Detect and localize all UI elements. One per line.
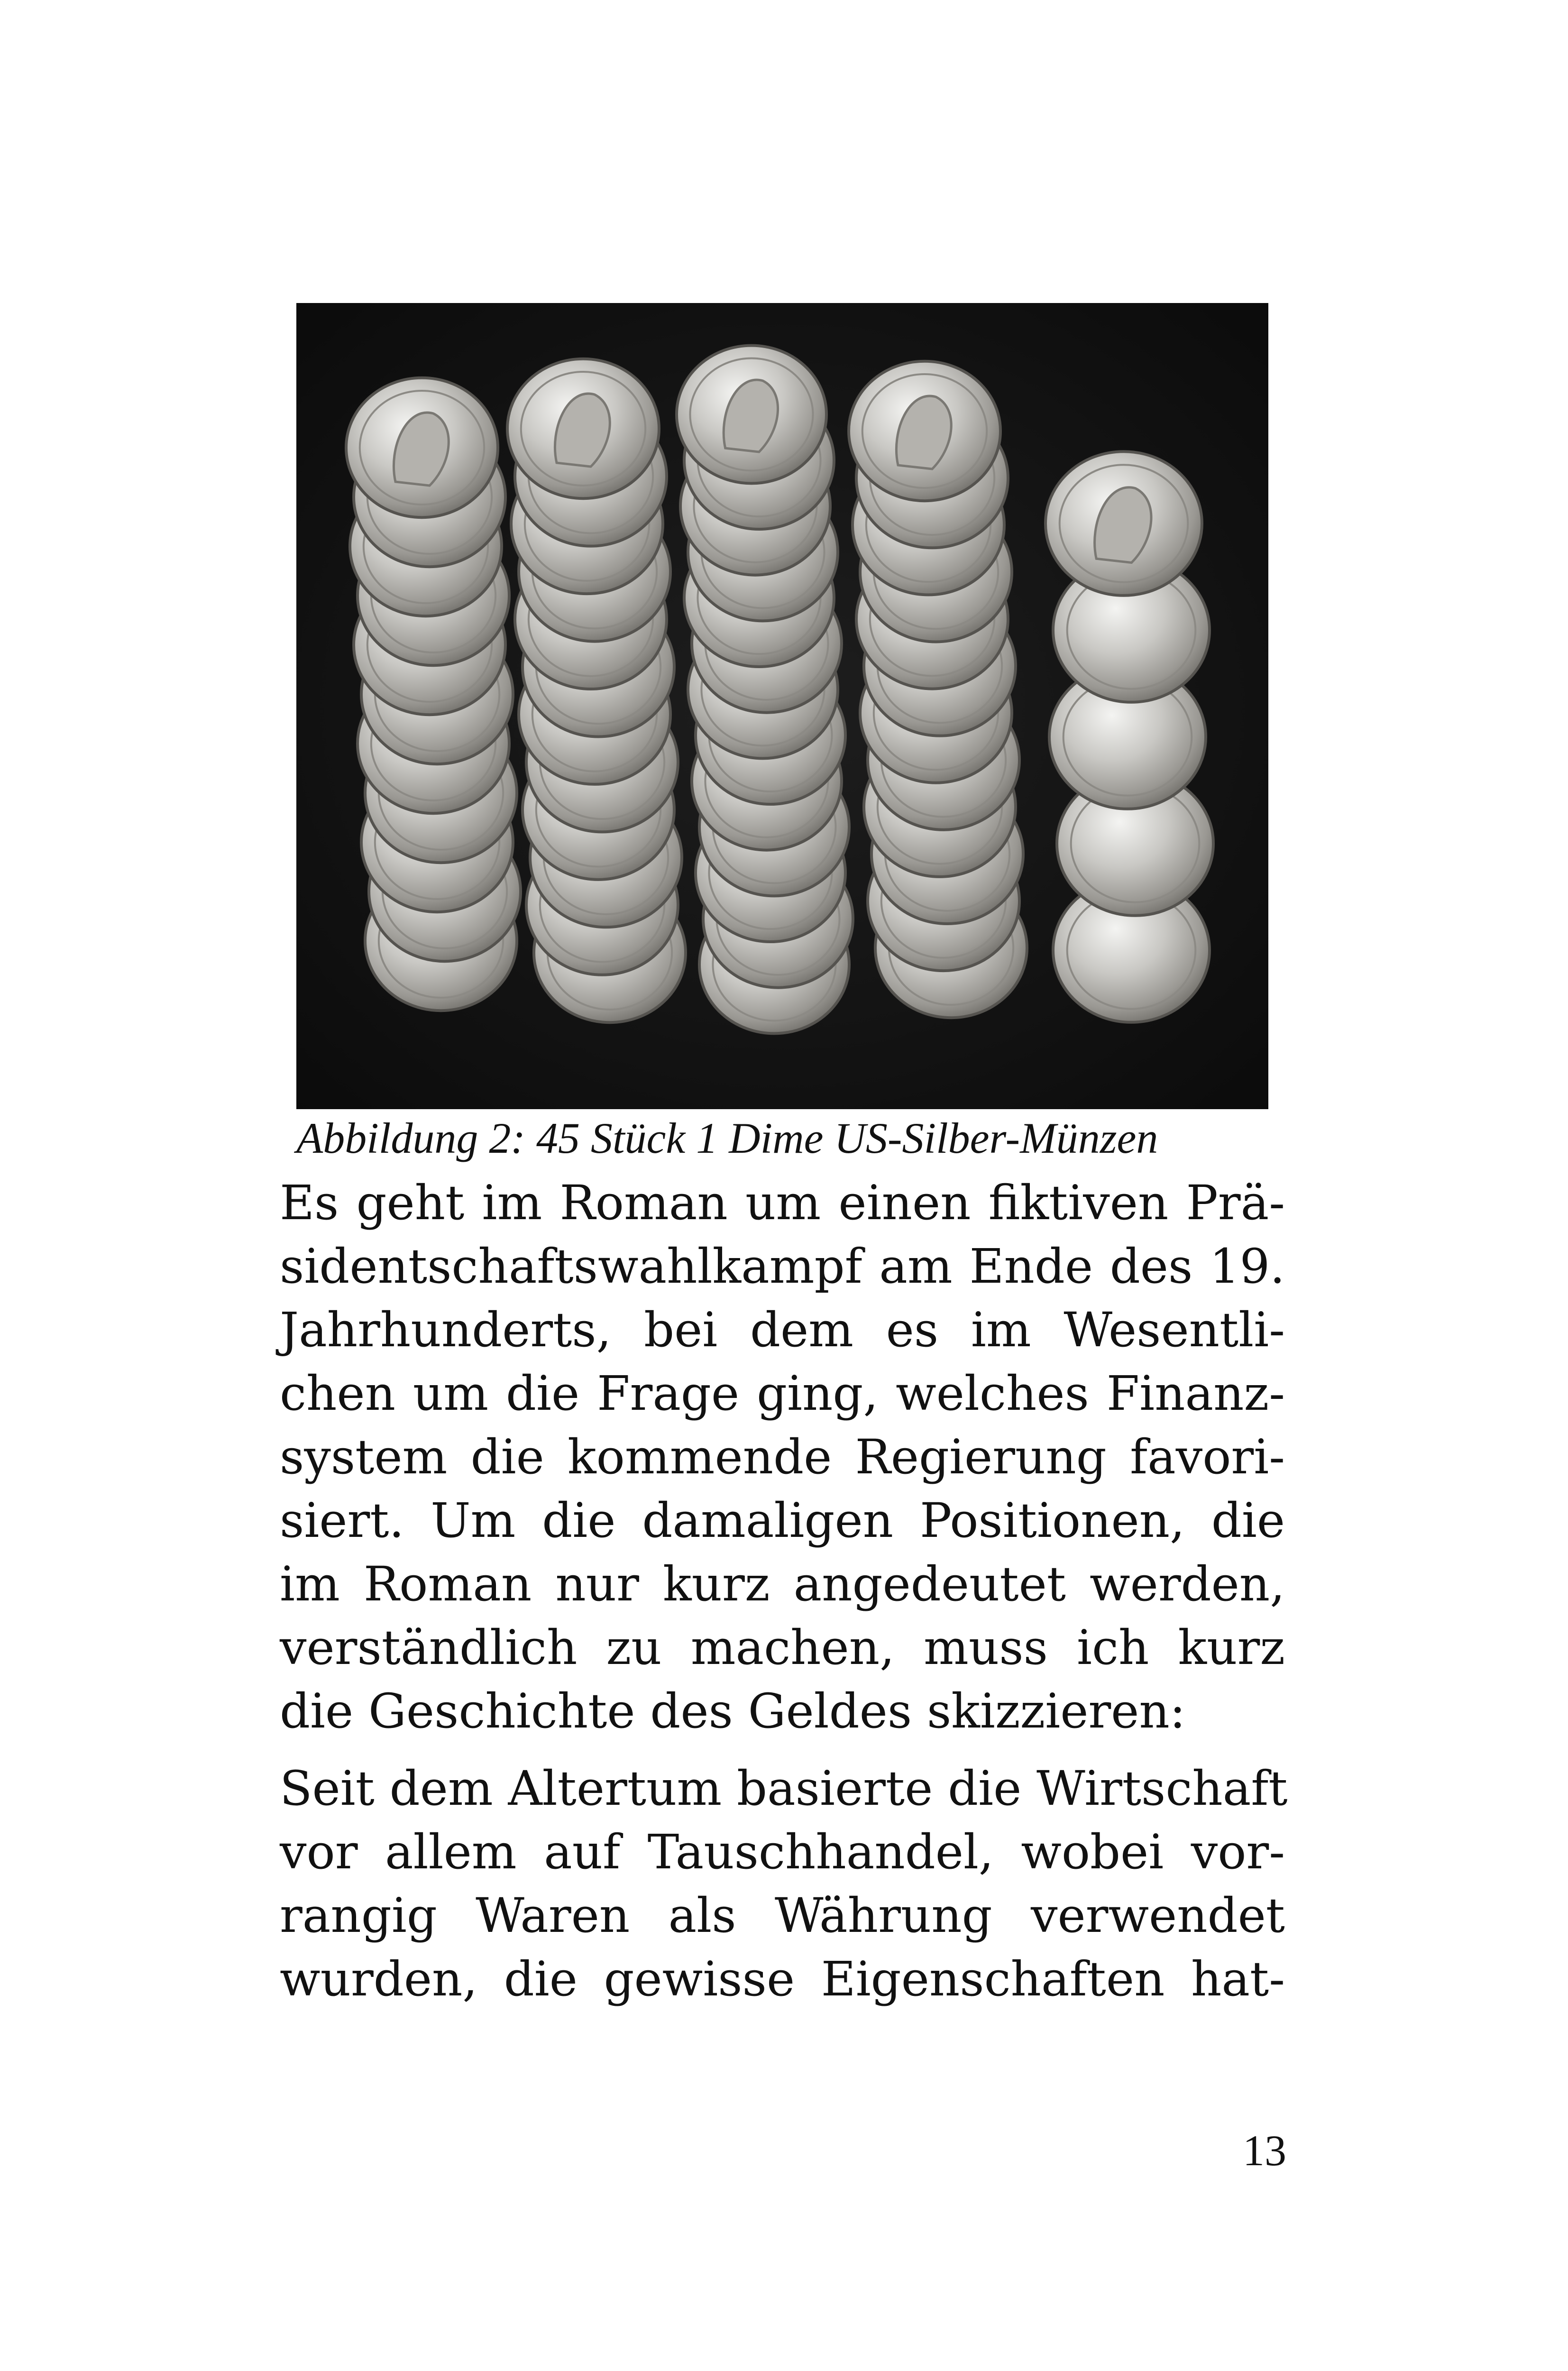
text-line: siert. Um die damaligen Positionen, die [280,1493,1285,1548]
text-line: verständlich zu machen, muss ich kurz [280,1620,1285,1675]
text-line: sidentschaftswahlkampf am Ende des 19. [280,1239,1285,1294]
coin-photo [296,303,1268,1109]
text-line: die Geschichte des Geldes skizzieren: [280,1683,1186,1739]
dime-coin [507,359,659,498]
dime-coin [677,346,826,484]
silver-dimes-image [296,303,1268,1109]
text-line: chen um die Frage ging, welches Finanz- [280,1366,1285,1421]
dime-coin [1045,451,1202,596]
figure-caption: Abbildung 2: 45 Stück 1 Dime US-Silber-Münzen [296,1114,1158,1162]
text-line: wurden, die gewisse Eigenschaften hat- [280,1951,1285,2007]
text-line: Seit dem Altertum basierte die Wirtschaft [280,1761,1288,1816]
page-number: 13 [1243,2126,1286,2175]
text-line: Es geht im Roman um einen fiktiven Prä- [280,1175,1285,1231]
text-line: im Roman nur kurz angedeutet werden, [280,1556,1285,1612]
text-line: system die kommende Regierung favori- [280,1429,1285,1485]
text-line: vor allem auf Tauschhandel, wobei vor- [280,1824,1285,1880]
paragraph-2 [280,1757,1288,2011]
dime-coin [849,361,1000,501]
text-line: Jahrhunderts, bei dem es im Wesentli- [280,1302,1285,1358]
paragraph-1 [280,1171,1285,1743]
text-line: rangig Waren als Währung verwendet [280,1888,1285,1943]
dime-coin [346,378,498,517]
